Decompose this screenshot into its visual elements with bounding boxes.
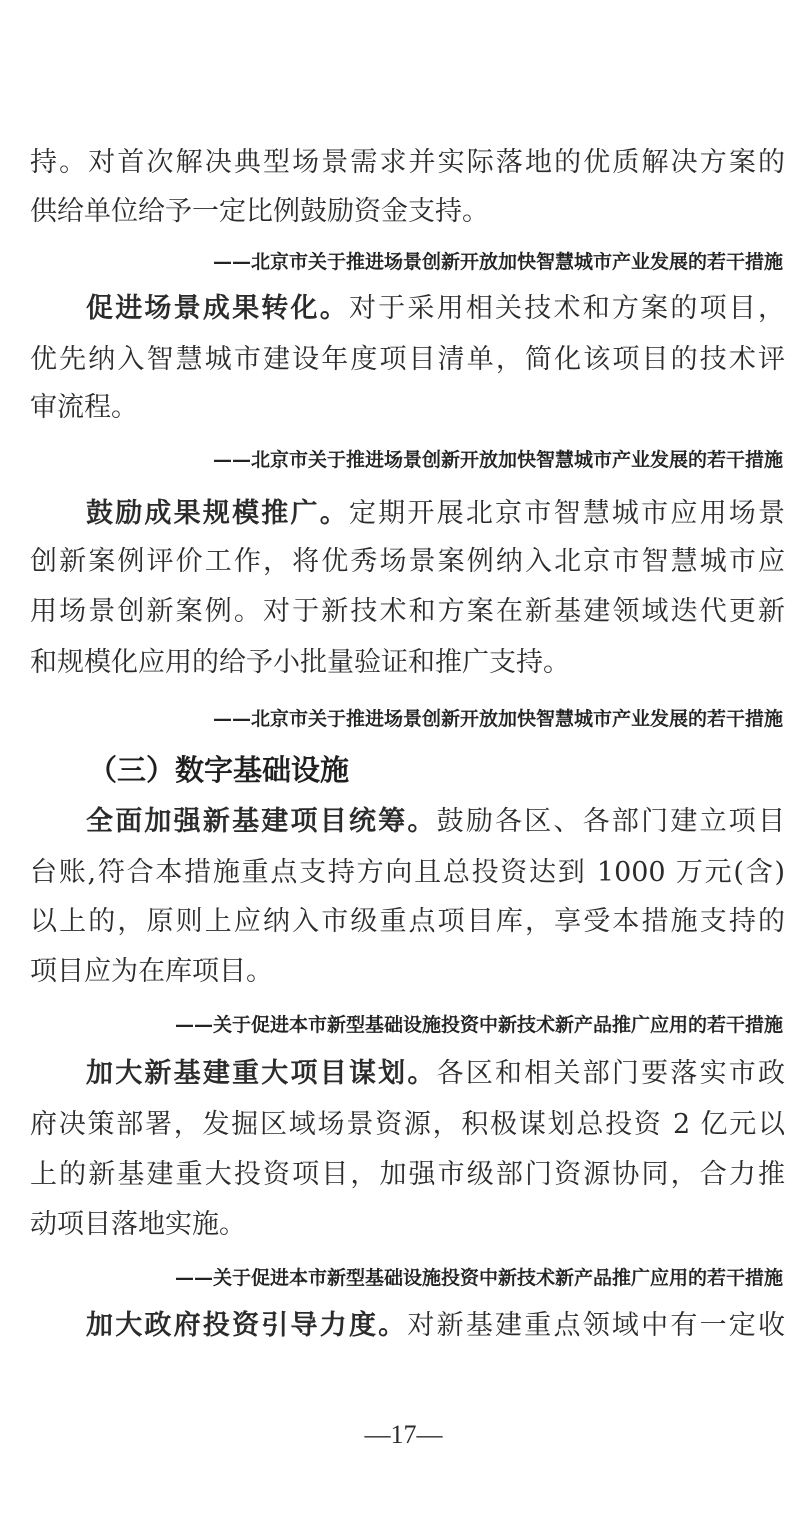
body-line: 以上的，原则上应纳入市级重点项目库，享受本措施支持的 (30, 906, 785, 937)
body-line: 供给单位给予一定比例鼓励资金支持。 (30, 196, 489, 227)
body-line: 创新案例评价工作，将优秀场景案例纳入北京市智慧城市应 (30, 546, 785, 577)
paragraph-first-line (30, 494, 785, 534)
body-line: 用场景创新案例。对于新技术和方案在新基建领域迭代更新 (30, 596, 785, 627)
section-heading: （三）数字基础设施 (88, 753, 350, 787)
paragraph-first-line (30, 1306, 785, 1346)
body-line: 持。对首次解决典型场景需求并实际落地的优质解决方案的 (30, 147, 785, 178)
body-text: 各区和相关部门要落实市政 (436, 1058, 786, 1089)
paragraph-first-line (30, 289, 785, 329)
paragraph-first-line (30, 1054, 785, 1094)
paragraph-lead: 促进场景成果转化。 (86, 293, 349, 324)
body-line: 府决策部署，发掘区域场景资源，积极谋划总投资 2 亿元以 (30, 1109, 785, 1140)
page-number: —17— (364, 1420, 443, 1449)
citation: ——北京市关于推进场景创新开放加快智慧城市产业发展的若干措施 (212, 449, 783, 471)
citation: ——北京市关于推进场景创新开放加快智慧城市产业发展的若干措施 (212, 251, 783, 273)
body-line: 动项目落地实施。 (30, 1209, 246, 1240)
body-line: 和规模化应用的给予小批量验证和推广支持。 (30, 647, 570, 678)
body-line: 审流程。 (30, 392, 138, 423)
body-line: 台账,符合本措施重点支持方向且总投资达到 1000 万元(含) (30, 857, 785, 888)
body-line: 优先纳入智慧城市建设年度项目清单，简化该项目的技术评 (30, 344, 785, 375)
body-text: 鼓励各区、各部门建立项目 (436, 806, 786, 837)
citation: ——关于促进本市新型基础设施投资中新技术新产品推广应用的若干措施 (174, 1014, 783, 1036)
paragraph-lead: 全面加强新基建项目统筹。 (86, 806, 437, 837)
body-text: 定期开展北京市智慧城市应用场景 (348, 498, 786, 529)
citation: ——关于促进本市新型基础设施投资中新技术新产品推广应用的若干措施 (174, 1267, 783, 1289)
paragraph-lead: 加大政府投资引导力度。 (86, 1310, 408, 1341)
body-text: 对新基建重点领域中有一定收 (407, 1310, 785, 1341)
citation: ——北京市关于推进场景创新开放加快智慧城市产业发展的若干措施 (212, 708, 783, 730)
paragraph-lead: 鼓励成果规模推广。 (86, 498, 349, 529)
body-text: 对于采用相关技术和方案的项目， (348, 293, 786, 324)
paragraph-first-line (30, 802, 785, 842)
paragraph-lead: 加大新基建重大项目谋划。 (86, 1058, 437, 1089)
body-line: 项目应为在库项目。 (30, 956, 273, 987)
body-line: 上的新基建重大投资项目，加强市级部门资源协同，合力推 (30, 1159, 785, 1190)
